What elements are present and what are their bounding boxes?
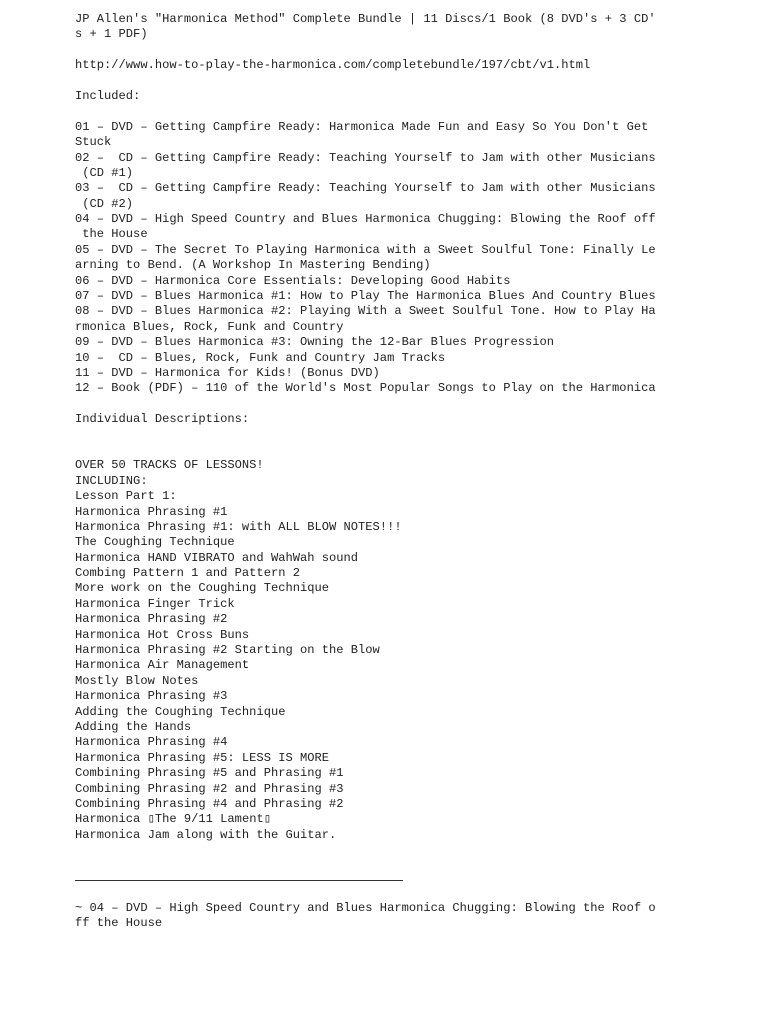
included-line: 12 – Book (PDF) – 110 of the World's Most Popular Songs to Play on the Harmonica: [75, 381, 656, 396]
lesson-line: Mostly Blow Notes: [75, 673, 199, 688]
included-line: 08 – DVD – Blues Harmonica #2: Playing With a Sweet Soulful Tone. How to Play Ha: [75, 304, 656, 319]
lesson-line: Combining Phrasing #4 and Phrasing #2: [75, 796, 344, 811]
included-heading: Included:: [75, 88, 141, 103]
included-line: the House: [75, 227, 148, 242]
title-line: JP Allen's "Harmonica Method" Complete Bundle | 11 Discs/1 Book (8 DVD's + 3 CD': [75, 12, 656, 26]
lesson-line: Harmonica Phrasing #2 Starting on the Blow: [75, 643, 380, 658]
product-url: http://www.how-to-play-the-harmonica.com/completebundle/197/cbt/v1.html: [75, 58, 591, 73]
title-block: [75, 12, 675, 43]
lesson-line: Harmonica ▯The 9/11 Lament▯: [75, 812, 271, 827]
lesson-line: Adding the Coughing Technique: [75, 704, 286, 719]
included-line: 02 – CD – Getting Campfire Ready: Teaching Yourself to Jam with other Musicians: [75, 150, 656, 165]
lesson-line: Harmonica Phrasing #3: [75, 689, 228, 704]
lesson-line: More work on the Coughing Technique: [75, 581, 330, 596]
lesson-line: Harmonica Phrasing #1: [75, 504, 228, 519]
included-line: 05 – DVD – The Secret To Playing Harmonica with a Sweet Soulful Tone: Finally Le: [75, 242, 656, 257]
included-line: 11 – DVD – Harmonica for Kids! (Bonus DVD): [75, 365, 380, 380]
footnote-line: ff the House: [75, 916, 163, 931]
lesson-line: Harmonica Air Management: [75, 658, 250, 673]
lesson-line: Combining Phrasing #2 and Phrasing #3: [75, 781, 344, 796]
lesson-line: Harmonica Phrasing #1: with ALL BLOW NOTES!!!: [75, 519, 402, 534]
lesson-line: Harmonica Hot Cross Buns: [75, 627, 250, 642]
included-line: Stuck: [75, 135, 112, 150]
lesson-line: INCLUDING:: [75, 473, 148, 488]
lesson-line: Harmonica Phrasing #4: [75, 735, 228, 750]
descriptions-heading: Individual Descriptions:: [75, 412, 250, 427]
included-line: 10 – CD – Blues, Rock, Funk and Country Jam Tracks: [75, 350, 446, 365]
lesson-line: Harmonica HAND VIBRATO and WahWah sound: [75, 550, 359, 565]
title-line: s + 1 PDF): [75, 27, 148, 42]
document-body: [75, 12, 675, 932]
lesson-line: Combining Phrasing #5 and Phrasing #1: [75, 766, 344, 781]
lesson-line: Harmonica Phrasing #5: LESS IS MORE: [75, 750, 330, 765]
included-line: arning to Bend. (A Workshop In Mastering Bending): [75, 258, 431, 273]
lesson-line: Harmonica Phrasing #2: [75, 612, 228, 627]
included-line: 06 – DVD – Harmonica Core Essentials: Developing Good Habits: [75, 273, 511, 288]
lesson-line: The Coughing Technique: [75, 535, 235, 550]
included-line: (CD #1): [75, 165, 134, 180]
included-line: 03 – CD – Getting Campfire Ready: Teaching Yourself to Jam with other Musicians: [75, 181, 656, 196]
lesson-line: Harmonica Finger Trick: [75, 596, 235, 611]
included-line: 09 – DVD – Blues Harmonica #3: Owning the 12-Bar Blues Progression: [75, 335, 554, 350]
included-line: 01 – DVD – Getting Campfire Ready: Harmonica Made Fun and Easy So You Don't Get: [75, 119, 649, 134]
lesson-list: [75, 458, 675, 843]
included-line: (CD #2): [75, 196, 134, 211]
lesson-line: Combing Pattern 1 and Pattern 2: [75, 566, 300, 581]
footnote-divider: [75, 880, 403, 881]
lesson-line: Lesson Part 1:: [75, 489, 177, 504]
included-line: rmonica Blues, Rock, Funk and Country: [75, 319, 344, 334]
footnote-line: ~ 04 – DVD – High Speed Country and Blues Harmonica Chugging: Blowing the Roof o: [75, 900, 656, 915]
lesson-line: OVER 50 TRACKS OF LESSONS!: [75, 458, 264, 473]
included-line: 04 – DVD – High Speed Country and Blues Harmonica Chugging: Blowing the Roof off: [75, 212, 656, 227]
included-line: 07 – DVD – Blues Harmonica #1: How to Play The Harmonica Blues And Country Blues: [75, 289, 656, 304]
footnote: [75, 901, 675, 932]
lesson-line: Adding the Hands: [75, 719, 192, 734]
lesson-line: Harmonica Jam along with the Guitar.: [75, 827, 337, 842]
included-list: [75, 120, 675, 397]
